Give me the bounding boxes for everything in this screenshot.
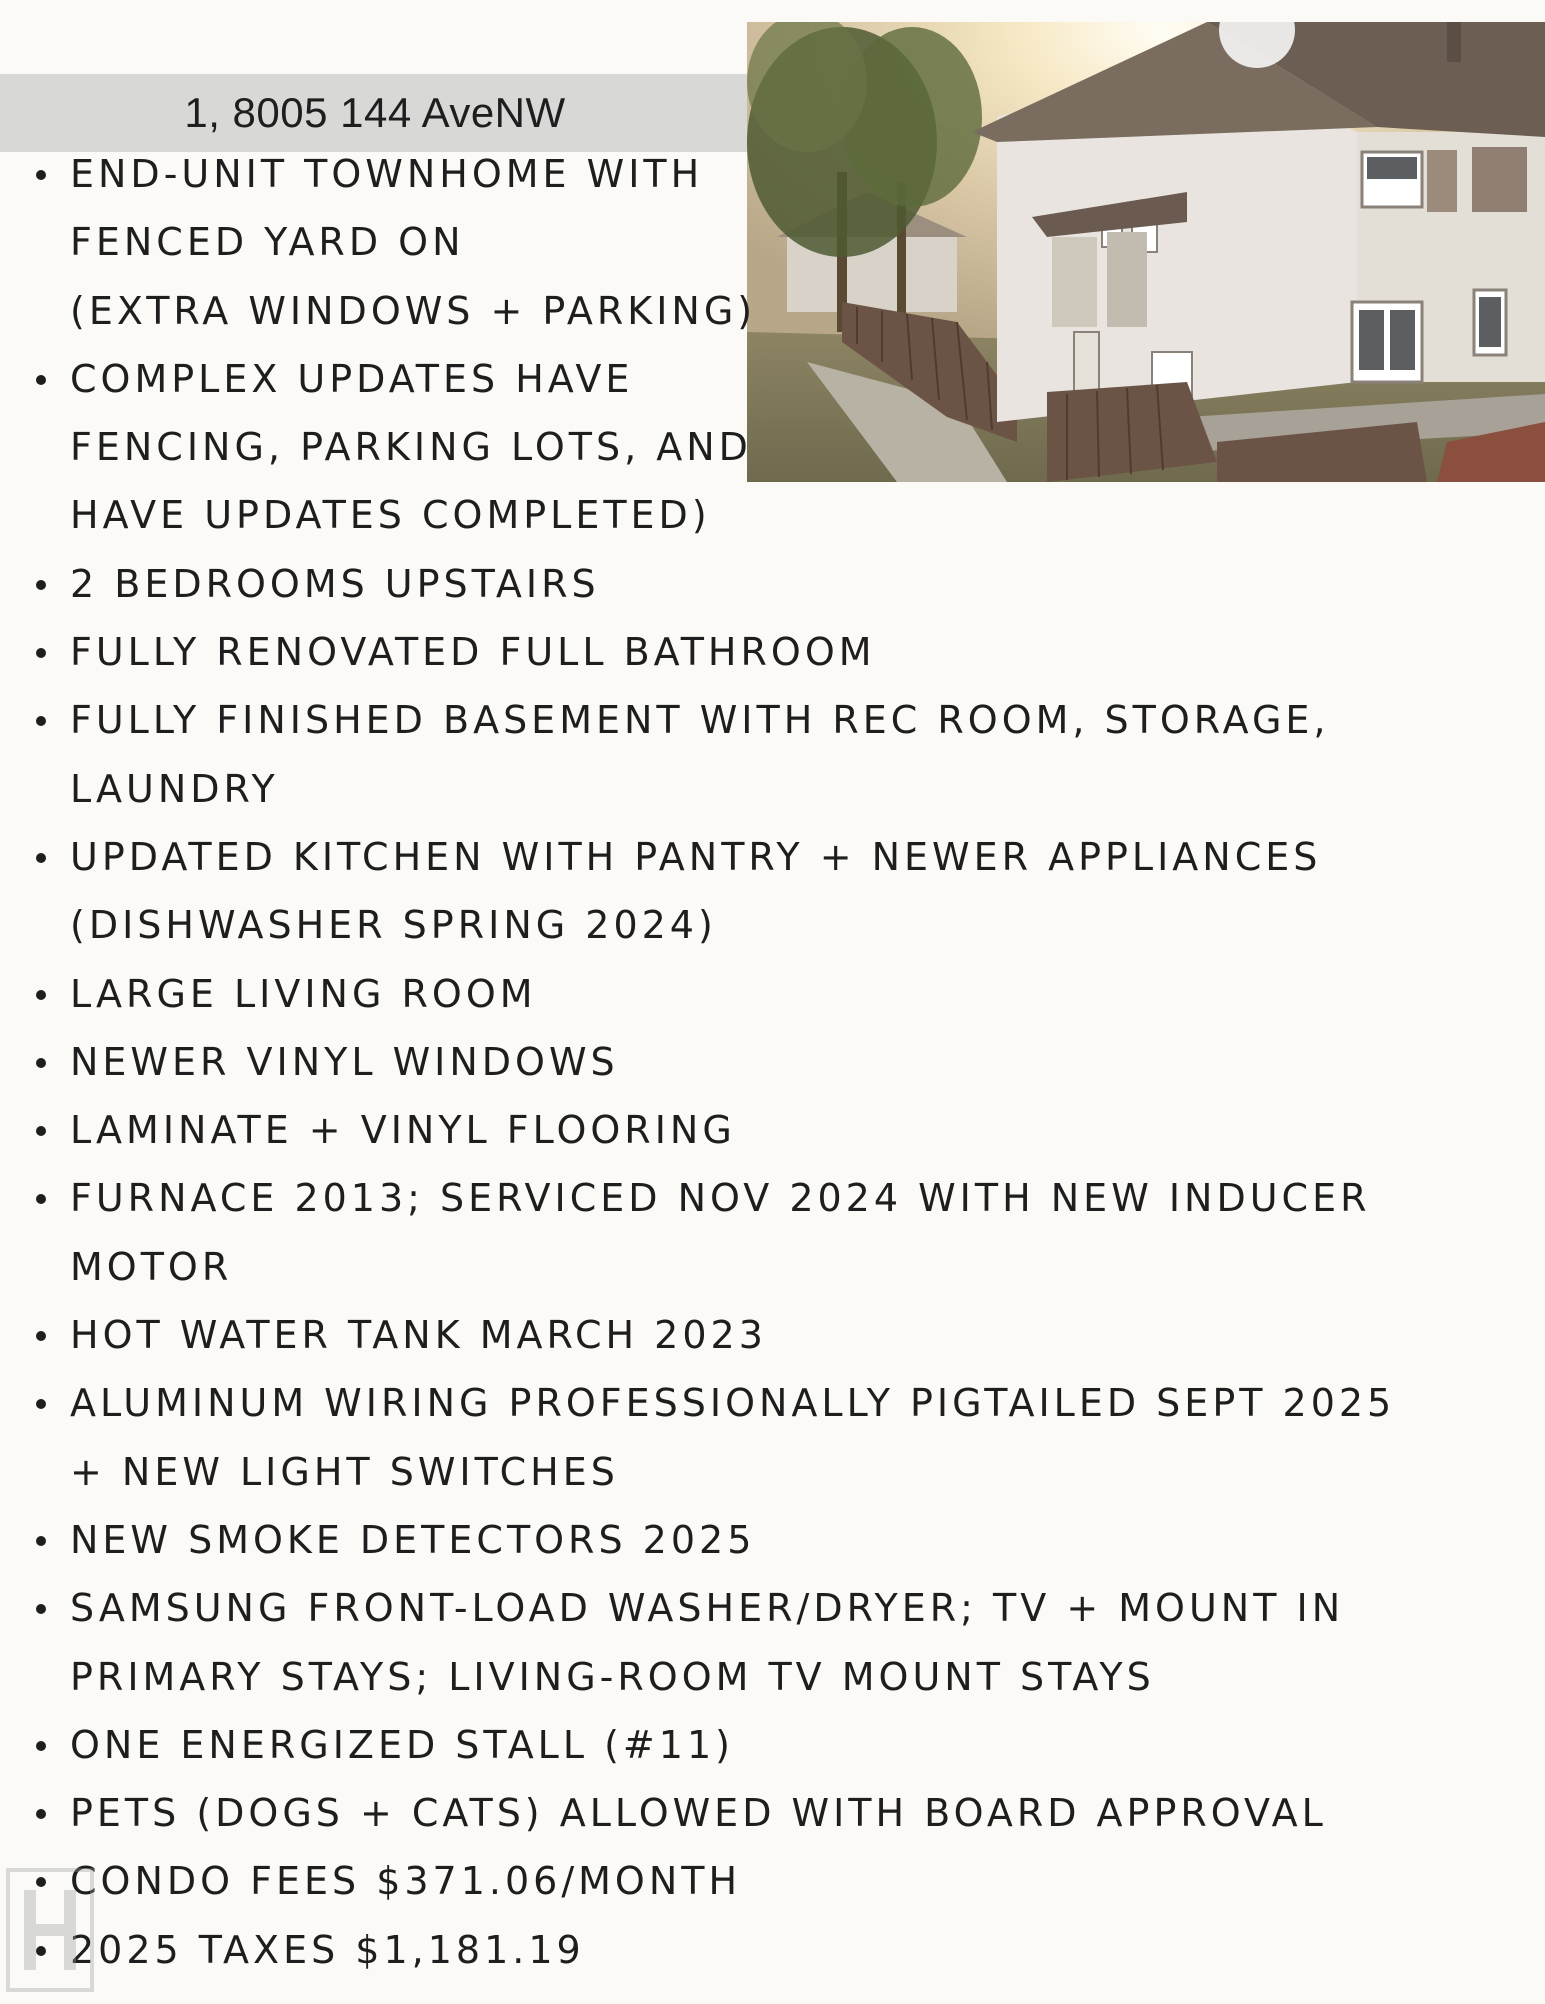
feature-text: HOT WATER TANK MARCH 2023 bbox=[70, 1313, 767, 1358]
feature-text: FURNACE 2013; SERVICED NOV 2024 WITH NEW INDUCER MOTOR bbox=[70, 1176, 1371, 1289]
bullet-icon bbox=[36, 170, 46, 180]
feature-item bbox=[36, 618, 1516, 686]
bullet-icon bbox=[36, 1741, 46, 1751]
feature-item bbox=[36, 1779, 1516, 1847]
feature-item bbox=[36, 1574, 1516, 1711]
feature-item bbox=[36, 1096, 1516, 1164]
bullet-icon bbox=[36, 1126, 46, 1136]
bullet-icon bbox=[36, 1058, 46, 1068]
feature-text: NEW SMOKE DETECTORS 2025 bbox=[70, 1517, 756, 1562]
feature-item bbox=[36, 1028, 1516, 1096]
watermark-logo-graphic bbox=[0, 1860, 100, 2000]
feature-text: 2025 TAXES $1,181.19 bbox=[70, 1927, 585, 1972]
feature-text: CONDO FEES $371.06/MONTH bbox=[70, 1859, 742, 1904]
features-list bbox=[36, 140, 1516, 1984]
feature-text: NEWER VINYL WINDOWS bbox=[70, 1039, 619, 1084]
address-title: 1, 8005 144 AveNW bbox=[184, 89, 566, 136]
feature-text: ONE ENERGIZED STALL (#11) bbox=[70, 1722, 734, 1767]
feature-item bbox=[36, 1847, 1516, 1915]
feature-text: COMPLEX UPDATES HAVE FENCING, PARKING LOTS, AND HAVE UPDATES COMPLETED) bbox=[70, 356, 752, 538]
bullet-icon bbox=[36, 716, 46, 726]
feature-item bbox=[36, 1164, 1516, 1301]
feature-text: UPDATED KITCHEN WITH PANTRY + NEWER APPLIANCES (DISHWASHER SPRING 2024) bbox=[70, 834, 1322, 948]
bullet-icon bbox=[36, 1194, 46, 1204]
watermark-logo bbox=[0, 1860, 100, 2000]
bullet-icon bbox=[36, 580, 46, 590]
feature-text: PETS (DOGS + CATS) ALLOWED WITH BOARD APPROVAL bbox=[70, 1791, 1327, 1836]
feature-item bbox=[36, 960, 1516, 1028]
bullet-icon bbox=[36, 375, 46, 385]
feature-item bbox=[36, 345, 1516, 550]
feature-text: ALUMINUM WIRING PROFESSIONALLY PIGTAILED SEPT 2025 + NEW LIGHT SWITCHES bbox=[70, 1381, 1396, 1494]
feature-text: SAMSUNG FRONT-LOAD WASHER/DRYER; TV + MOUNT IN PRIMARY STAYS; LIVING-ROOM TV MOUNT STAYS bbox=[70, 1586, 1345, 1699]
feature-text: 2 BEDROOMS UPSTAIRS bbox=[70, 561, 600, 606]
bullet-icon bbox=[36, 853, 46, 863]
feature-item bbox=[36, 1711, 1516, 1779]
bullet-icon bbox=[36, 1399, 46, 1409]
bullet-icon bbox=[36, 648, 46, 658]
bullet-icon bbox=[36, 1331, 46, 1341]
feature-text: LAMINATE + VINYL FLOORING bbox=[70, 1108, 736, 1153]
bullet-icon bbox=[36, 1536, 46, 1546]
feature-item bbox=[36, 1506, 1516, 1574]
feature-item bbox=[36, 686, 1516, 823]
feature-item bbox=[36, 140, 1516, 345]
feature-text: FULLY RENOVATED FULL BATHROOM bbox=[70, 630, 876, 675]
bullet-icon bbox=[36, 1604, 46, 1614]
feature-text: END-UNIT TOWNHOME WITH FENCED YARD ON (EXTRA WINDOWS + PARKING) bbox=[70, 152, 757, 333]
feature-text: LARGE LIVING ROOM bbox=[70, 971, 537, 1016]
feature-text: FULLY FINISHED BASEMENT WITH REC ROOM, STORAGE, LAUNDRY bbox=[70, 698, 1330, 811]
bullet-icon bbox=[36, 1809, 46, 1819]
feature-item bbox=[36, 823, 1516, 960]
feature-item bbox=[36, 1369, 1516, 1506]
feature-item bbox=[36, 1301, 1516, 1369]
feature-item bbox=[36, 1916, 1516, 1984]
feature-item bbox=[36, 550, 1516, 618]
bullet-icon bbox=[36, 990, 46, 1000]
